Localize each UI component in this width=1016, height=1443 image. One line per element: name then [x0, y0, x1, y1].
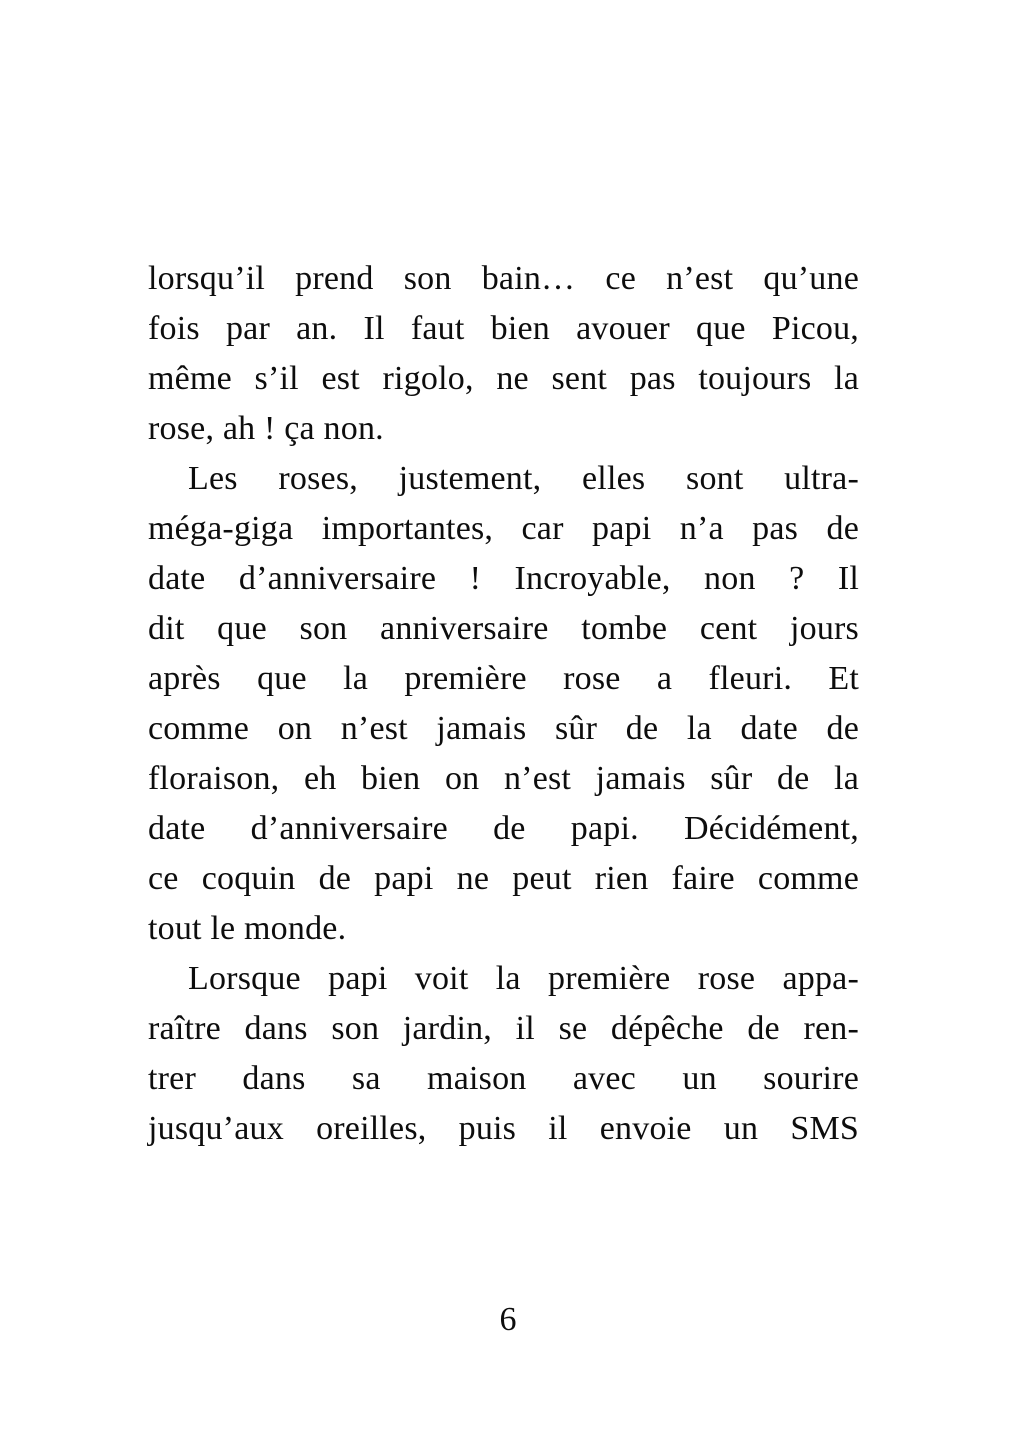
text-line: Lorsque papi voit la première rose appa- [188, 960, 859, 997]
text-line: fois par an. Il faut bien avouer que Picou, [148, 310, 859, 347]
page-number: 6 [499, 1301, 517, 1338]
text-line: tout le monde. [148, 910, 347, 947]
paragraph [148, 254, 859, 454]
text-line: floraison, eh bien on n’est jamais sûr de la [148, 760, 859, 797]
text-line: rose, ah ! ça non. [148, 410, 384, 447]
text-line: Les roses, justement, elles sont ultra- [188, 460, 859, 497]
text-line: après que la première rose a fleuri. Et [148, 660, 859, 697]
body-text [148, 254, 859, 1154]
text-line: date d’anniversaire de papi. Décidément, [148, 810, 859, 847]
text-line: ce coquin de papi ne peut rien faire comme [148, 860, 859, 897]
text-line: date d’anniversaire ! Incroyable, non ? Il [148, 560, 859, 597]
text-line: trer dans sa maison avec un sourire [148, 1060, 859, 1097]
paragraph [148, 454, 859, 954]
text-line: comme on n’est jamais sûr de la date de [148, 710, 859, 747]
text-line: jusqu’aux oreilles, puis il envoie un SMS [148, 1110, 859, 1147]
text-line: méga-giga importantes, car papi n’a pas de [148, 510, 859, 547]
paragraph [148, 954, 859, 1154]
text-line: dit que son anniversaire tombe cent jours [148, 610, 859, 647]
text-line: même s’il est rigolo, ne sent pas toujours la [148, 360, 859, 397]
text-line: lorsqu’il prend son bain… ce n’est qu’une [148, 260, 859, 297]
text-line: raître dans son jardin, il se dépêche de ren- [148, 1010, 859, 1047]
